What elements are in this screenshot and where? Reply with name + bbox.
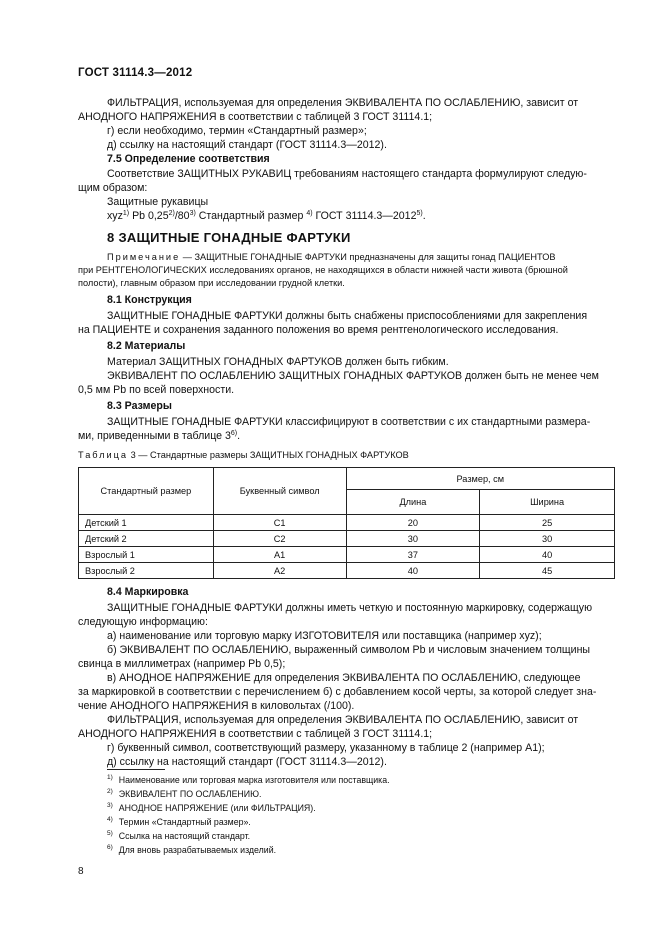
col-header-standard-size: Стандартный размер <box>79 468 214 515</box>
section-8-4-heading: 8.4 Маркировка <box>107 586 189 598</box>
footnote-4: $^{4)}$ Термин «Стандартный размер». <box>107 816 251 827</box>
s81-line1: ЗАЩИТНЫЕ ГОНАДНЫЕ ФАРТУКИ должны быть снабжены приспособлениями для закрепления <box>107 310 588 322</box>
sizes-table <box>78 467 615 579</box>
cell-width: 25 <box>480 515 615 531</box>
cell-length: 37 <box>346 547 480 563</box>
intro-filtration-line1: ФИЛЬТРАЦИЯ, используемая для определения ЭКВИВАЛЕНТА ПО ОСЛАБЛЕНИЮ, зависит от <box>107 97 579 109</box>
page-number: 8 <box>78 866 84 877</box>
s84-item-v3: чение АНОДНОГО НАПРЯЖЕНИЯ в киловольтах (/100). <box>78 700 355 712</box>
footnote-3: $^{3)}$ АНОДНОЕ НАПРЯЖЕНИЕ (или ФИЛЬТРАЦИЯ). <box>107 802 316 813</box>
intro-item-d: д) ссылку на настоящий стандарт (ГОСТ 31114.3—2012). <box>107 139 387 151</box>
intro-filtration-line2: АНОДНОГО НАПРЯЖЕНИЯ в соответствии с таблицей 3 ГОСТ 31114.1; <box>78 111 433 123</box>
footnote-6: $^{6)}$ Для вновь разрабатываемых изделий. <box>107 844 277 855</box>
s82-line1: Материал ЗАЩИТНЫХ ГОНАДНЫХ ФАРТУКОВ должен быть гибким. <box>107 356 449 368</box>
footnote-2: $^{2)}$ ЭКВИВАЛЕНТ ПО ОСЛАБЛЕНИЮ. <box>107 788 262 799</box>
s84-item-a: а) наименование или торговую марку ИЗГОТОВИТЕЛЯ или поставщика (например xyz); <box>107 630 542 642</box>
footnote-divider <box>107 769 165 770</box>
section-8-2-heading: 8.2 Материалы <box>107 340 186 352</box>
table-row <box>79 563 615 579</box>
s84-item-v1: в) АНОДНОЕ НАПРЯЖЕНИЕ для определения ЭКВИВАЛЕНТА ПО ОСЛАБЛЕНИЮ, следующее <box>107 672 581 684</box>
table-row <box>79 515 615 531</box>
cell-length: 30 <box>346 531 480 547</box>
table-row <box>79 531 615 547</box>
section-8-heading: 8 ЗАЩИТНЫЕ ГОНАДНЫЕ ФАРТУКИ <box>107 230 351 245</box>
cell-width: 45 <box>480 563 615 579</box>
cell-width: 30 <box>480 531 615 547</box>
s83-line1: ЗАЩИТНЫЕ ГОНАДНЫЕ ФАРТУКИ классифицируют в соответствии с их стандартными размера- <box>107 416 591 428</box>
s84-line1: ЗАЩИТНЫЕ ГОНАДНЫЕ ФАРТУКИ должны иметь четкую и постоянную маркировку, содержащую <box>107 602 593 614</box>
s75-para-line1: Соответствие ЗАЩИТНЫХ РУКАВИЦ требованиям настоящего стандарта формулируют следую- <box>107 168 587 180</box>
s81-line2: на ПАЦИЕНТЕ и сохранения заданного положения во время рентгенологического исследования. <box>78 324 559 336</box>
col-header-letter-symbol: Буквенный символ <box>213 468 346 515</box>
document-header: ГОСТ 31114.3—2012 <box>78 67 193 79</box>
cell-symbol: А1 <box>213 547 346 563</box>
col-header-size-cm: Размер, см <box>346 468 614 490</box>
cell-size: Детский 2 <box>79 531 214 547</box>
footnote-5: $^{5)}$ Ссылка на настоящий стандарт. <box>107 830 251 841</box>
col-header-length: Длина <box>346 490 480 515</box>
s82-line3: 0,5 мм Pb по всей поверхности. <box>78 384 235 396</box>
intro-item-g: г) если необходимо, термин «Стандартный размер»; <box>107 125 367 137</box>
s83-line2: ми, приведенными в таблице 3$^{6)}$. <box>78 430 241 442</box>
s75-gloves-label: Защитные рукавицы <box>107 196 209 208</box>
cell-size: Взрослый 2 <box>79 563 214 579</box>
s84-item-v2: за маркировкой в соответствии с перечислением б) с добавлением косой черты, за которой следует зна- <box>78 686 597 698</box>
cell-length: 20 <box>346 515 480 531</box>
s84-item-g: г) буквенный символ, соответствующий размеру, указанному в таблице 2 (например А1); <box>107 742 545 754</box>
s84-filtration-2: АНОДНОГО НАПРЯЖЕНИЯ в соответствии с таблицей 3 ГОСТ 31114.1; <box>78 728 433 740</box>
table-caption: Таблица 3 — Стандартные размеры ЗАЩИТНЫХ ГОНАДНЫХ ФАРТУКОВ <box>78 450 409 460</box>
table-row <box>79 547 615 563</box>
footnote-1: $^{1)}$ Наименование или торговая марка изготовителя или поставщика. <box>107 774 390 785</box>
section-7-5-heading: 7.5 Определение соответствия <box>107 153 270 165</box>
s84-item-d: д) ссылку на настоящий стандарт (ГОСТ 31114.3—2012). <box>107 756 387 768</box>
s84-item-b1: б) ЭКВИВАЛЕНТ ПО ОСЛАБЛЕНИЮ, выраженный символом Pb и числовым значением толщины <box>107 644 591 656</box>
s82-line2: ЭКВИВАЛЕНТ ПО ОСЛАБЛЕНИЮ ЗАЩИТНЫХ ГОНАДНЫХ ФАРТУКОВ должен быть не менее чем <box>107 370 599 382</box>
cell-size: Детский 1 <box>79 515 214 531</box>
cell-width: 40 <box>480 547 615 563</box>
s75-formula: xyz$^{1)}$ Pb 0,25$^{2)}$/80$^{3)}$ Стандартный размер $^{4)}$ ГОСТ 31114.3—2012$^{5)}$. <box>107 210 426 222</box>
cell-size: Взрослый 1 <box>79 547 214 563</box>
section-8-note: Примечание — ЗАЩИТНЫЕ ГОНАДНЫЕ ФАРТУКИ предназначены для защиты гонад ПАЦИЕНТОВ при РЕНТГЕНОЛОГИЧЕСКИХ исследованиях органов, не находящихся в области нижней части живота (брюшной полости), главным образом при исследовании грудной клетки. <box>78 252 568 288</box>
col-header-width: Ширина <box>480 490 615 515</box>
section-8-1-heading: 8.1 Конструкция <box>107 294 192 306</box>
s84-item-b2: свинца в миллиметрах (например Pb 0,5); <box>78 658 286 670</box>
cell-symbol: С2 <box>213 531 346 547</box>
s84-line2: следующую информацию: <box>78 616 208 628</box>
cell-length: 40 <box>346 563 480 579</box>
section-8-3-heading: 8.3 Размеры <box>107 400 172 412</box>
cell-symbol: А2 <box>213 563 346 579</box>
s75-para-line2: щим образом: <box>78 182 148 194</box>
cell-symbol: С1 <box>213 515 346 531</box>
s84-filtration-1: ФИЛЬТРАЦИЯ, используемая для определения ЭКВИВАЛЕНТА ПО ОСЛАБЛЕНИЮ, зависит от <box>107 714 579 726</box>
